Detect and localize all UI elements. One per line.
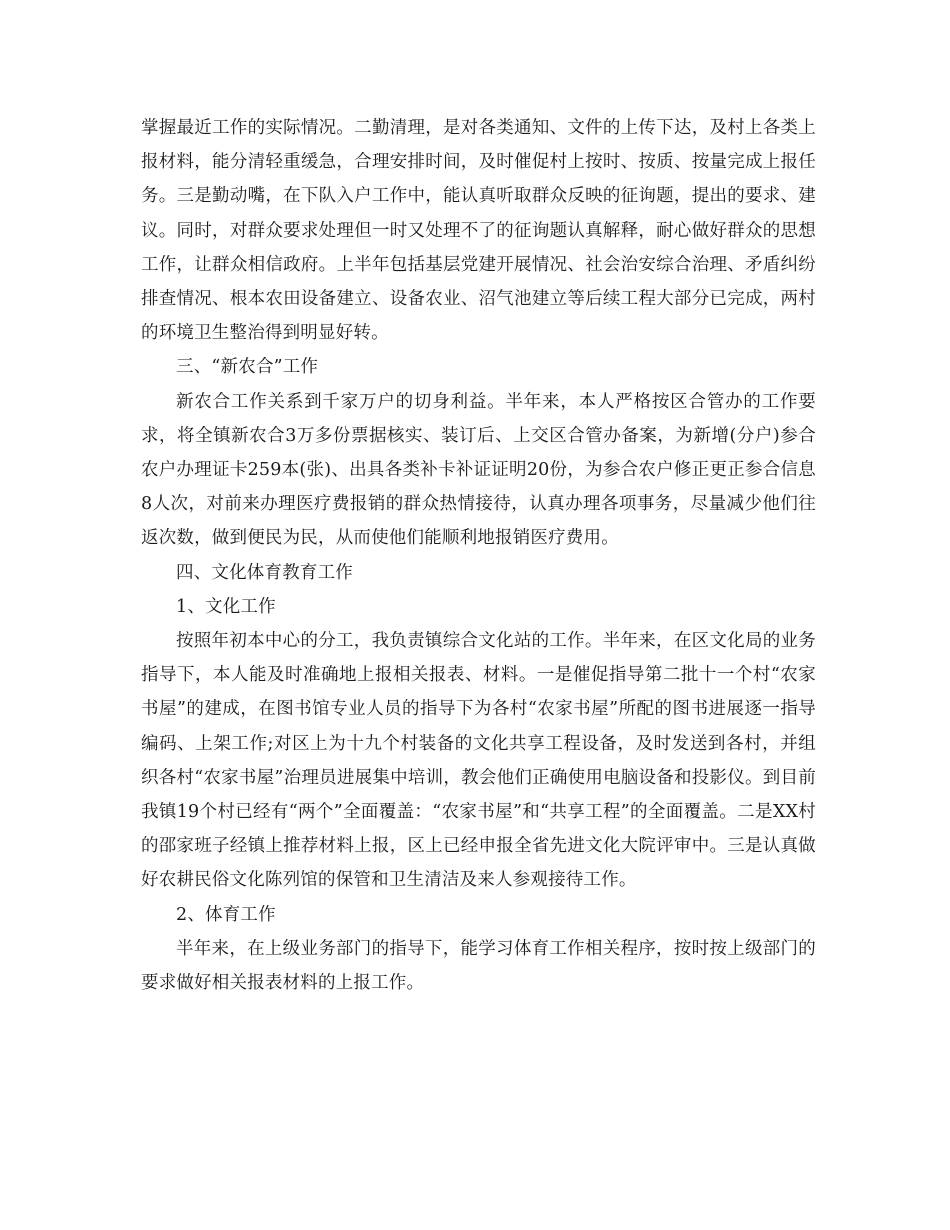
paragraph-sports: 半年来，在上级业务部门的指导下，能学习体育工作相关程序，按时按上级部门的要求做好相关报表材料的上报工作。 xyxy=(141,938,816,994)
paragraph-xinnonghe: 新农合工作关系到千家万户的切身利益。半年来，本人严格按区合管办的工作要求，将全镇新农合3万多份票据核实、装订后、上交区合管办备案，为新增(分户)参合农户办理证卡259本(张)、出具各类补卡补证证明20份，为参合农户修正更正参合信息8人次，对前来办理医疗费报销的群众热情接待，认真办理各项事务，尽量减少他们往返次数，做到便民为民，从而使他们能顺利地报销医疗费用。 xyxy=(141,391,816,549)
paragraph-continuation: 掌握最近工作的实际情况。二勤清理，是对各类通知、文件的上传下达，及村上各类上报材料，能分清轻重缓急，合理安排时间，及时催促村上按时、按质、按量完成上报任务。三是勤动嘴，在下队入户工作中，能认真听取群众反映的征询题，提出的要求、建议。同时，对群众要求处理但一时又处理不了的征询题认真解释，耐心做好群众的思想工作，让群众相信政府。上半年包括基层党建开展情况、社会治安综合治理、矛盾纠纷排查情况、根本农田设备建立、设备农业、沼气池建立等后续工程大部分已完成，两村的环境卫生整治得到明显好转。 xyxy=(141,118,816,344)
subsection-heading-sports: 2、体育工作 xyxy=(176,904,276,925)
section-heading-culture-sports-education: 四、文化体育教育工作 xyxy=(176,562,353,583)
subsection-heading-culture: 1、文化工作 xyxy=(176,596,276,617)
document-body xyxy=(141,111,816,1000)
section-heading-xinnonghe: 三、“新农合”工作 xyxy=(176,357,319,378)
paragraph-culture: 按照年初本中心的分工，我负责镇综合文化站的工作。半年来，在区文化局的业务指导下，本人能及时准确地上报相关报表、材料。一是催促指导第二批十一个村“农家书屋”的建成，在图书馆专业人员的指导下为各村“农家书屋”所配的图书进展逐一指导编码、上架工作;对区上为十九个村装备的文化共享工程设备，及时发送到各村，并组织各村“农家书屋”治理员进展集中培训，教会他们正确使用电脑设备和投影仪。到目前我镇19个村已经有“两个”全面覆盖：“农家书屋”和“共享工程”的全面覆盖。二是XX村的邵家班子经镇上推荐材料上报，区上已经申报全省先进文化大院评审中。三是认真做好农耕民俗文化陈列馆的保管和卫生清洁及来人参观接待工作。 xyxy=(141,631,816,891)
